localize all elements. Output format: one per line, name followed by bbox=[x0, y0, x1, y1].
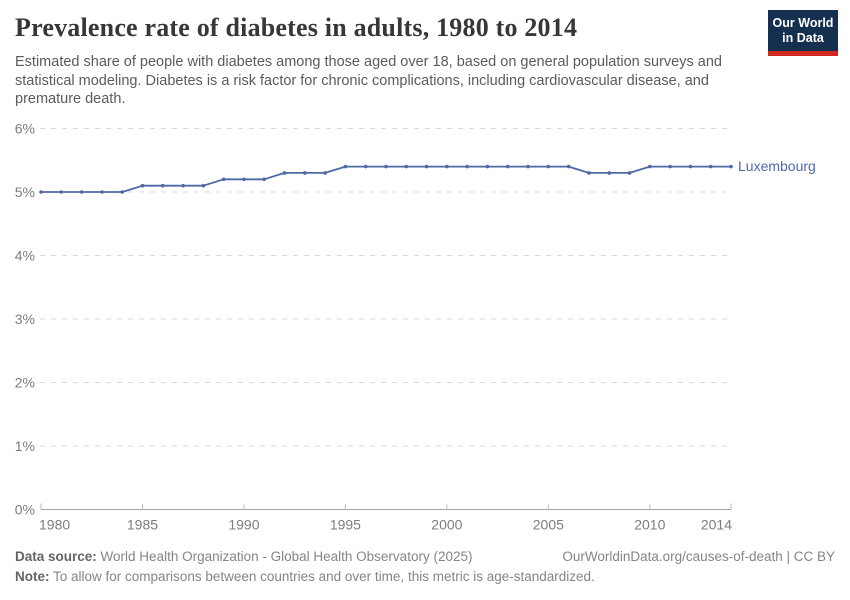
chart-title: Prevalence rate of diabetes in adults, 1980 to 2014 bbox=[15, 13, 578, 42]
series-label-luxembourg[interactable]: Luxembourg bbox=[738, 158, 816, 175]
data-source-label: Data source: bbox=[15, 549, 97, 564]
data-source-text: World Health Organization - Global Health Observatory (2025) bbox=[100, 549, 473, 564]
x-axis-label: 2000 bbox=[431, 516, 463, 533]
data-point-1982 bbox=[80, 190, 84, 194]
y-axis-label: 4% bbox=[14, 247, 35, 264]
data-point-2010 bbox=[648, 165, 652, 169]
data-point-1988 bbox=[202, 184, 206, 188]
owid-logo-line1: Our World bbox=[772, 16, 834, 30]
data-point-2014 bbox=[729, 165, 733, 169]
data-point-1995 bbox=[344, 165, 348, 169]
data-point-2013 bbox=[709, 165, 713, 169]
data-point-2004 bbox=[526, 165, 530, 169]
data-point-1996 bbox=[364, 165, 368, 169]
data-point-1987 bbox=[181, 184, 185, 188]
data-point-2006 bbox=[567, 165, 571, 169]
x-axis-label: 2014 bbox=[700, 516, 732, 533]
data-point-1984 bbox=[120, 190, 124, 194]
data-point-2012 bbox=[689, 165, 693, 169]
y-axis-label: 6% bbox=[14, 120, 35, 137]
data-point-2011 bbox=[668, 165, 672, 169]
data-source-line bbox=[15, 549, 575, 564]
note-text: To allow for comparisons between countries and over time, this metric is age-standardized. bbox=[53, 569, 595, 584]
y-axis-label: 3% bbox=[14, 311, 35, 327]
x-axis-label: 1980 bbox=[39, 516, 71, 533]
y-axis-label: 0% bbox=[14, 501, 35, 518]
note-label: Note: bbox=[15, 569, 50, 584]
data-point-1990 bbox=[242, 178, 246, 182]
data-point-1981 bbox=[59, 190, 63, 194]
owid-logo[interactable] bbox=[768, 10, 838, 56]
y-axis-label: 1% bbox=[14, 438, 35, 454]
data-point-2008 bbox=[607, 171, 611, 175]
y-axis-label: 2% bbox=[14, 374, 35, 391]
data-point-1994 bbox=[323, 171, 327, 175]
credit-link[interactable]: OurWorldinData.org/causes-of-death | CC BY bbox=[562, 549, 835, 564]
data-point-1998 bbox=[404, 165, 408, 169]
data-point-2003 bbox=[506, 165, 510, 169]
x-axis-label: 1985 bbox=[126, 516, 159, 533]
series-line-luxembourg[interactable] bbox=[41, 167, 731, 192]
owid-logo-line2: in Data bbox=[782, 31, 824, 45]
x-axis-label: 1990 bbox=[228, 516, 260, 533]
x-axis-label: 1995 bbox=[329, 516, 361, 533]
data-point-1997 bbox=[384, 165, 388, 169]
data-point-1992 bbox=[283, 171, 287, 175]
y-axis-label: 5% bbox=[14, 184, 35, 200]
data-point-1980 bbox=[39, 190, 43, 194]
data-point-1989 bbox=[222, 178, 226, 182]
chart-subtitle: Estimated share of people with diabetes among those aged over 18, based on general population surveys and statistical modeling. Diabetes is a risk factor for chronic complications, including cardiovascular disease, and premature death. bbox=[15, 54, 722, 107]
data-point-2001 bbox=[465, 165, 469, 169]
x-axis-label: 2005 bbox=[532, 516, 564, 533]
data-point-1985 bbox=[141, 184, 145, 188]
data-point-2009 bbox=[628, 171, 632, 175]
x-axis-label: 2010 bbox=[634, 516, 666, 533]
data-point-2000 bbox=[445, 165, 449, 169]
data-point-2002 bbox=[486, 165, 490, 169]
data-point-2007 bbox=[587, 171, 591, 175]
data-point-1986 bbox=[161, 184, 165, 188]
data-point-1983 bbox=[100, 190, 104, 194]
note-line bbox=[15, 569, 715, 584]
data-point-1993 bbox=[303, 171, 307, 175]
data-point-2005 bbox=[547, 165, 551, 169]
data-point-1999 bbox=[425, 165, 429, 169]
data-point-1991 bbox=[262, 178, 266, 182]
